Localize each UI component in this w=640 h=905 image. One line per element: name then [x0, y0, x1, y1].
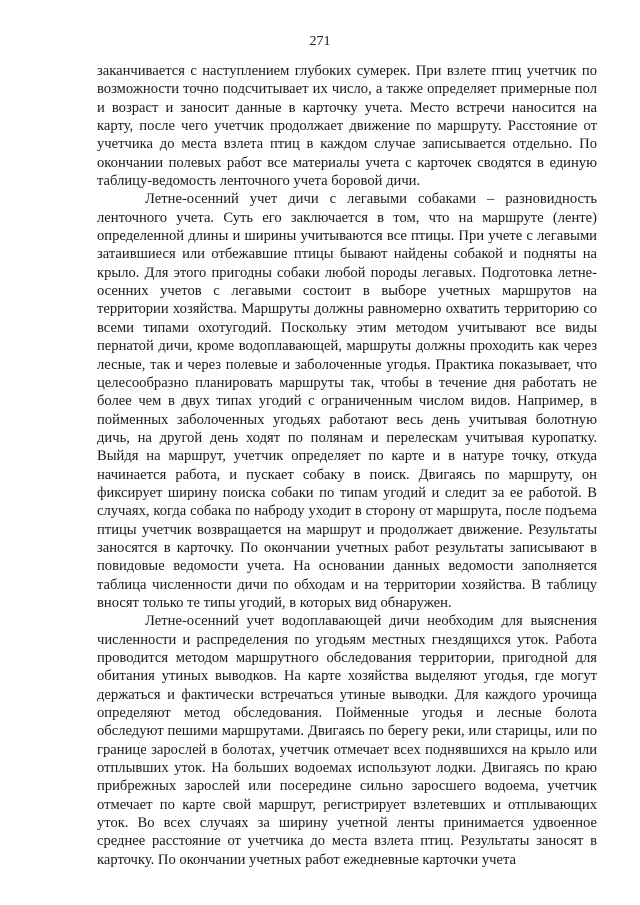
- paragraph-waterfowl-census: Летне-осенний учет водоплавающей дичи необходим для выяснения численности и распределения по угодьям местных гнездящихся уток. Работа проводится методом маршрутного обследования территории, пригодной для обитания утиных выводков. На карте хозяйства выделяют угодья, где могут держаться и фактически встречаться утиные выводки. Для каждого урочища определяют метод обследования. Пойменные угодья и лесные болота обследуют пешими маршрутами. Двигаясь по берегу реки, или старицы, или по границе зарослей в болотах, учетчик отмечает всех поднявшихся на крыло или отплывших уток. На больших водоемах используют лодки. Двигаясь по краю прибрежных зарослей или посередине сильно заросшего водоема, учетчик отмечает по карте свой маршрут, регистрирует взлетевших и отплывающих уток. Во всех случаях за ширину учетной ленты принимается удвоенное среднее расстояние от учетчика до места взлета птиц. Результаты заносят в карточку. По окончании учетных работ ежедневные карточки учета: [97, 613, 597, 868]
- body-text: [97, 62, 597, 869]
- paragraph-setter-dog-census: Летне-осенний учет дичи с легавыми собаками – разновидность ленточного учета. Суть его заключается в том, что на маршруте (ленте) определенной длины и ширины учитываются все птицы. При учете с легавыми затаившиеся или отбежавшие птицы бывают найдены собакой и подняты на крыло. Для этого пригодны собаки любой породы легавых. Подготовка летне-осенних учетов с легавыми состоит в выборе учетных маршрутов на территории хозяйства. Маршруты должны равномерно охватить территорию со всеми типами охотугодий. Поскольку этим методом учитывают все виды пернатой дичи, кроме водоплавающей, маршруты должны проходить как через лесные, так и через полевые и заболоченные угодья. Практика показывает, что целесообразно планировать маршруты так, чтобы в течение дня работать не более чем в двух типах угодий с ограниченным числом видов. Например, в пойменных заболоченных угодьях работают весь день учитывая болотную дичь, на другой день ходят по полянам и перелескам учитывая куропатку. Выйдя на маршрут, учетчик определяет по карте и в натуре точку, откуда начинается работа, и пускает собаку в поиск. Двигаясь по маршруту, он фиксирует ширину поиска собаки по типам угодий и следит за ее работой. В случаях, когда собака по набродy уходит в сторону от маршрута, после подъема птицы учетчик возвращается на маршрут и продолжает движение. Результаты заносятся в карточку. По окончании учетных работ результаты записывают в повидовые ведомости учета. На основании данных ведомости заполняется таблица численности дичи по обходам и на территории хозяйства. В таблицу вносят только те типы угодий, в которых вид обнаружен.: [97, 191, 597, 611]
- page-number: 271: [309, 34, 331, 49]
- paragraph-continuation: заканчивается с наступлением глубоких сумерек. При взлете птиц учетчик по возможности точно подсчитывает их число, а также определяет примерные пол и возраст и заносит данные в карточку учета. Место встречи наносится на карту, после чего учетчик продолжает движение по маршруту. Расстояние от учетчика до места взлета птиц в каждом случае записывается отдельно. По окончании полевых работ все материалы учета с карточек сводятся в единую таблицу-ведомость ленточного учета боровой дичи.: [97, 63, 597, 190]
